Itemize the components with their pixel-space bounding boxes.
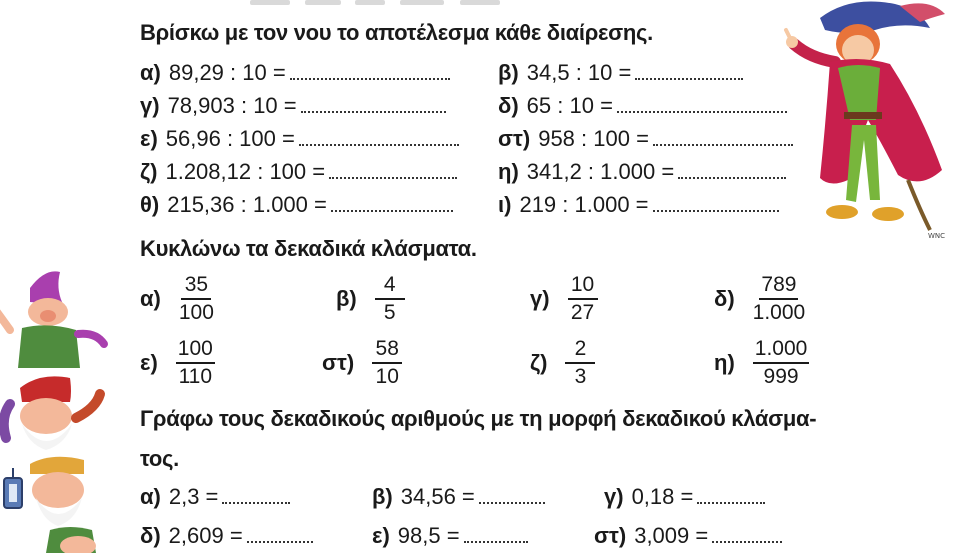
- fraction-item[interactable]: [714, 338, 809, 388]
- exercise-item: [372, 484, 545, 510]
- fraction: [179, 274, 214, 324]
- exercise-item: [498, 159, 786, 185]
- item-expression: 2,609 =: [168, 523, 243, 548]
- section3-heading-line1: Γράφω τους δεκαδικούς αριθμούς με τη μορφή δεκαδικού κλάσμα-: [140, 406, 817, 431]
- denominator: 10: [375, 365, 399, 388]
- fraction: [176, 338, 215, 388]
- item-label: δ): [140, 523, 161, 548]
- fraction: [372, 338, 402, 388]
- item-expression: 98,5 =: [397, 523, 460, 548]
- item-expression: 56,96 : 100 =: [165, 126, 295, 151]
- fraction: [568, 274, 598, 324]
- item-label: β): [336, 286, 357, 311]
- item-label: η): [714, 350, 735, 375]
- section3-heading-line2: τος.: [140, 446, 179, 471]
- denominator: 100: [178, 301, 214, 324]
- item-label: η): [498, 159, 519, 184]
- numerator: 35: [181, 274, 211, 300]
- exercise-item: [140, 523, 313, 549]
- item-expression: 89,29 : 10 =: [168, 60, 286, 85]
- item-label: ε): [372, 523, 390, 548]
- section2-heading: Κυκλώνω τα δεκαδικά κλάσματα.: [140, 236, 477, 261]
- denominator: 1.000: [752, 301, 806, 324]
- item-label: ζ): [530, 350, 548, 375]
- numerator: 10: [568, 274, 598, 300]
- item-label: θ): [140, 192, 160, 217]
- exercise-item: [498, 192, 779, 218]
- answer-blank[interactable]: [712, 527, 782, 543]
- numerator: 4: [375, 274, 405, 300]
- numerator: 100: [176, 338, 215, 364]
- fraction-item[interactable]: [530, 274, 598, 324]
- section1-heading: Βρίσκω με τον νου το αποτέλεσμα κάθε διαίρεσης.: [140, 20, 653, 45]
- fraction: [753, 274, 806, 324]
- denominator: 5: [383, 301, 396, 324]
- item-expression: 0,18 =: [631, 484, 694, 509]
- answer-blank[interactable]: [299, 130, 459, 146]
- item-label: στ): [498, 126, 531, 151]
- item-expression: 1.208,12 : 100 =: [165, 159, 326, 184]
- fraction-item[interactable]: [336, 274, 405, 324]
- item-label: στ): [594, 523, 627, 548]
- fraction: [375, 274, 405, 324]
- exercise-item: [140, 126, 459, 152]
- fraction-item[interactable]: [140, 274, 214, 324]
- fraction-item[interactable]: [140, 338, 215, 388]
- numerator: 2: [565, 338, 595, 364]
- fraction-item[interactable]: [322, 338, 402, 388]
- answer-blank[interactable]: [678, 163, 786, 179]
- item-expression: 65 : 10 =: [526, 93, 613, 118]
- item-label: δ): [714, 286, 735, 311]
- peter-pan-character-illustration: [780, 0, 955, 240]
- answer-blank[interactable]: [329, 163, 457, 179]
- item-label: στ): [322, 350, 355, 375]
- item-label: α): [140, 286, 161, 311]
- item-expression: 78,903 : 10 =: [167, 93, 297, 118]
- answer-blank[interactable]: [290, 64, 450, 80]
- item-label: β): [372, 484, 393, 509]
- answer-blank[interactable]: [464, 527, 528, 543]
- exercise-item: [140, 159, 457, 185]
- denominator: 27: [570, 301, 595, 324]
- item-label: α): [140, 60, 161, 85]
- numerator: 789: [759, 274, 798, 300]
- numerator: 1.000: [753, 338, 810, 364]
- denominator: 999: [763, 365, 799, 388]
- item-label: ε): [140, 350, 158, 375]
- answer-blank[interactable]: [653, 196, 779, 212]
- item-label: γ): [530, 286, 550, 311]
- answer-blank[interactable]: [301, 97, 446, 113]
- answer-blank[interactable]: [331, 196, 453, 212]
- exercise-item: [140, 192, 453, 218]
- dwarfs-illustration: [0, 268, 120, 553]
- item-expression: 34,5 : 10 =: [526, 60, 632, 85]
- answer-blank[interactable]: [247, 527, 313, 543]
- fraction: [753, 338, 810, 388]
- item-label: ε): [140, 126, 158, 151]
- exercise-item: [498, 126, 793, 152]
- exercise-item: [594, 523, 782, 549]
- cropped-title-strip: [250, 0, 510, 8]
- item-expression: 34,56 =: [400, 484, 475, 509]
- item-expression: 341,2 : 1.000 =: [526, 159, 675, 184]
- exercise-item: [498, 60, 743, 86]
- denominator: 110: [178, 365, 213, 388]
- exercise-item: [140, 93, 446, 119]
- denominator: 3: [574, 365, 587, 388]
- fraction: [565, 338, 595, 388]
- signature-text: WNC: [928, 232, 946, 240]
- item-label: γ): [140, 93, 160, 118]
- item-label: ι): [498, 192, 512, 217]
- item-label: δ): [498, 93, 519, 118]
- answer-blank[interactable]: [479, 488, 545, 504]
- fraction-item[interactable]: [530, 338, 595, 388]
- item-expression: 219 : 1.000 =: [519, 192, 649, 217]
- item-expression: 958 : 100 =: [538, 126, 649, 151]
- answer-blank[interactable]: [697, 488, 765, 504]
- answer-blank[interactable]: [617, 97, 787, 113]
- item-label: α): [140, 484, 161, 509]
- exercise-item: [604, 484, 765, 510]
- item-expression: 3,009 =: [634, 523, 709, 548]
- item-label: ζ): [140, 159, 158, 184]
- numerator: 58: [372, 338, 402, 364]
- exercise-item: [140, 484, 290, 510]
- item-label: γ): [604, 484, 624, 509]
- exercise-item: [498, 93, 787, 119]
- item-label: β): [498, 60, 519, 85]
- exercise-item: [140, 60, 450, 86]
- item-expression: 2,3 =: [168, 484, 219, 509]
- item-expression: 215,36 : 1.000 =: [167, 192, 327, 217]
- answer-blank[interactable]: [653, 130, 793, 146]
- fraction-item[interactable]: [714, 274, 805, 324]
- answer-blank[interactable]: [635, 64, 743, 80]
- answer-blank[interactable]: [222, 488, 290, 504]
- exercise-item: [372, 523, 528, 549]
